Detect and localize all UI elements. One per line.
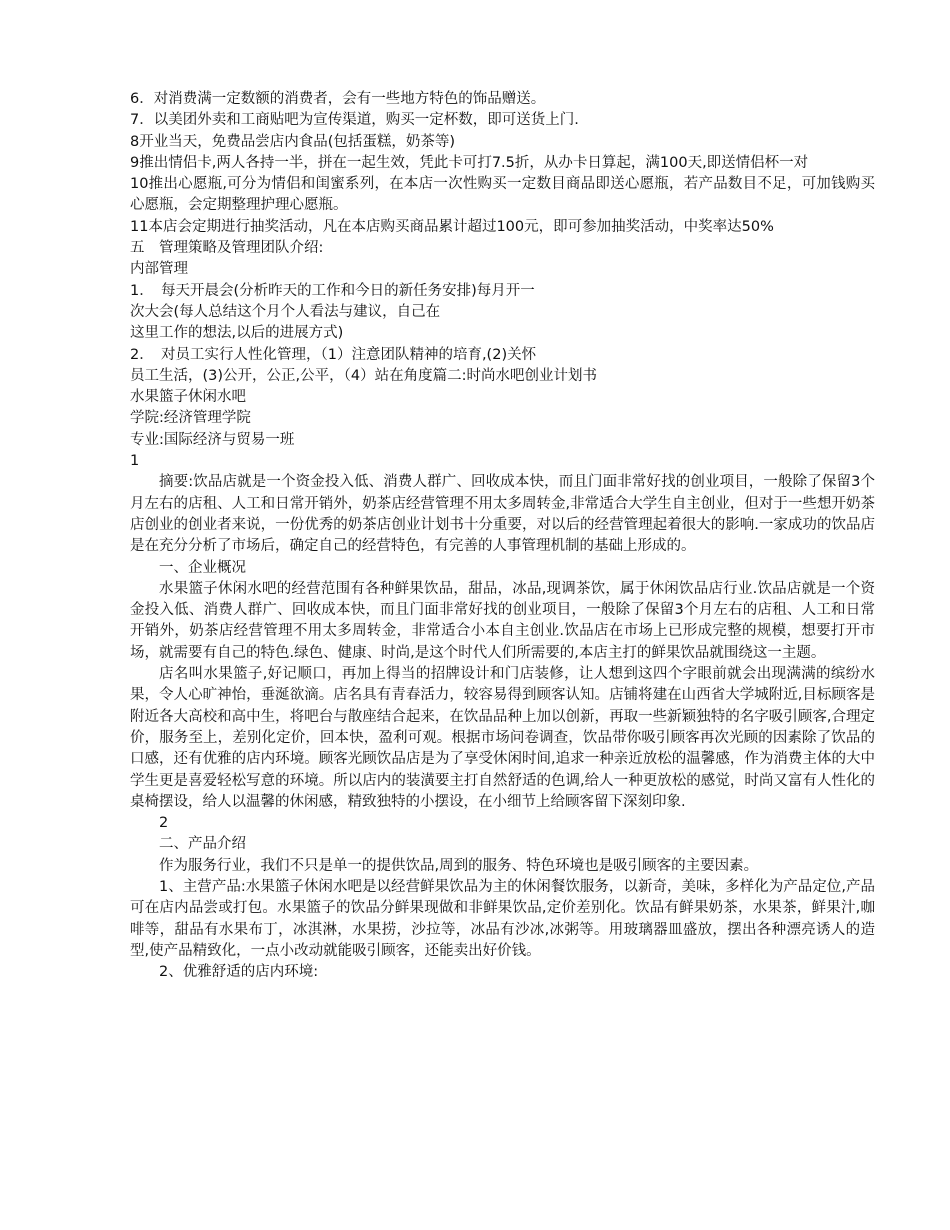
paragraph-p1: 6．对消费满一定数额的消费者，会有一些地方特色的饰品赠送。 (130, 91, 546, 107)
paragraph-p14: 水果篮子休闲水吧 (130, 389, 246, 406)
paragraph-p21: 店名叫水果篮子,好记顺口，再加上得当的招牌设计和门店装修，让人想到这四个字眼前就会出现满满的缤纷水果，令人心旷神怡，垂涎欲滴。店名具有青春活力，较容易得到顾客认知。店铺将建在山西省大学城附近,目标顾客是附近各大高校和高中生，将吧台与散座结合起来，在饮品品种上加以创新，再取一些新颖独特的名字吸引顾客,合理定价，服务至上，差别化定价，回本快，盈利可观。根据市场问卷调查，饮品带你吸引顾客再次光顾的因素除了饮品的口感，还有优雅的店内环境。顾客光顾饮品店是为了享受休闲时间,追求一种亲近放松的温馨感，作为消费主体的大中学生更是喜爱轻松写意的环境。所以店内的装潢要主打自然舒适的色调,给人一种更放松的感觉，时尚又富有人性化的桌椅摆设，给人以温馨的休闲感，精致独特的小摆设，在小细节上给顾客留下深刻印象. (130, 666, 875, 810)
paragraph-p20: 水果篮子休闲水吧的经营范围有各种鲜果饮品，甜品，冰品,现调茶饮，属于休闲饮品店行业.饮品店就是一个资金投入低、消费人群广、回收成本快，而且门面非常好找的创业项目，一般除了保留3个月左右的店租、人工和日常开销外，奶茶店经营管理不用太多周转金，非常适合小本自主创业.饮品店在市场上已形成完整的规模，想要打开市场，就需要有自己的特色.绿色、健康、时尚,是这个时代人们所需要的,本店主打的鲜果饮品就围绕这一主题。 (130, 580, 875, 661)
document-page (130, 89, 875, 983)
paragraph-p16: 专业:国际经济与贸易一班 (130, 431, 295, 448)
paragraph-p4: 9推出情侣卡,两人各持一半，拼在一起生效，凭此卡可打7.5折，从办卡日算起，满100天,即送情侣杯一对 (130, 154, 809, 171)
paragraph-p19: 一、企业概况 (159, 559, 246, 576)
paragraph-p9: 1． 每天开晨会(分析昨天的工作和今日的新任务安排)每月开一 (130, 282, 535, 299)
paragraph-p24: 作为服务行业，我们不只是单一的提供饮品,周到的服务、特色环境也是吸引顾客的主要因素。 (159, 857, 759, 874)
paragraph-p2: 7．以美团外卖和工商贴吧为宣传渠道，购买一定杯数，即可送货上门. (130, 112, 579, 129)
paragraph-p22: 2 (159, 815, 169, 832)
paragraph-p10: 次大会(每人总结这个月个人看法与建议，自己在 (130, 303, 441, 320)
paragraph-p18: 摘要:饮品店就是一个资金投入低、消费人群广、回收成本快，而且门面非常好找的创业项目，一般除了保留3个月左右的店租、人工和日常开销外，奶茶店经营管理不用太多周转金,非常适合大学生自主创业，但对于一些想开奶茶店创业的创业者来说，一份优秀的奶茶店创业计划书十分重要，对以后的经营管理起着很大的影响.一家成功的饮品店是在充分分析了市场后，确定自己的经营特色，有完善的人事管理机制的基础上形成的。 (130, 474, 875, 555)
paragraph-p3: 8开业当天，免费品尝店内食品(包括蛋糕，奶茶等) (130, 133, 456, 150)
paragraph-p17: 1 (130, 453, 140, 470)
paragraph-p11: 这里工作的想法,以后的进展方式) (130, 325, 344, 342)
paragraph-p15: 学院:经济管理学院 (130, 410, 251, 427)
paragraph-p5: 10推出心愿瓶,可分为情侣和闺蜜系列，在本店一次性购买一定数目商品即送心愿瓶，若产品数目不足，可加钱购买心愿瓶，会定期整理护理心愿瓶。 (130, 176, 875, 214)
paragraph-p12: 2． 对员工实行人性化管理，（1）注意团队精神的培育,(2)关怀 (130, 346, 537, 363)
paragraph-p26: 2、优雅舒适的店内环境: (159, 964, 319, 981)
paragraph-p8: 内部管理 (130, 261, 188, 278)
paragraph-p23: 二、产品介绍 (159, 836, 246, 853)
paragraph-p7: 五 管理策略及管理团队介绍: (130, 240, 324, 257)
paragraph-p6: 11本店会定期进行抽奖活动，凡在本店购买商品累计超过100元，即可参加抽奖活动，中奖率达50% (130, 218, 774, 235)
paragraph-p25: 1、主营产品:水果篮子休闲水吧是以经营鲜果饮品为主的休闲餐饮服务，以新奇，美味，多样化为产品定位,产品可在店内品尝或打包。水果篮子的饮品分鲜果现做和非鲜果饮品,定价差别化。饮品有鲜果奶茶，水果茶，鲜果汁,咖啡等，甜品有水果布丁，冰淇淋，水果捞，沙拉等，冰品有沙冰,冰粥等。用玻璃器皿盛放，摆出各种漂亮诱人的造型,使产品精致化，一点小改动就能吸引顾客，还能卖出好价钱。 (130, 878, 875, 959)
paragraph-p13: 员工生活，(3)公开，公正,公平，（4）站在角度篇二:时尚水吧创业计划书 (130, 367, 598, 384)
